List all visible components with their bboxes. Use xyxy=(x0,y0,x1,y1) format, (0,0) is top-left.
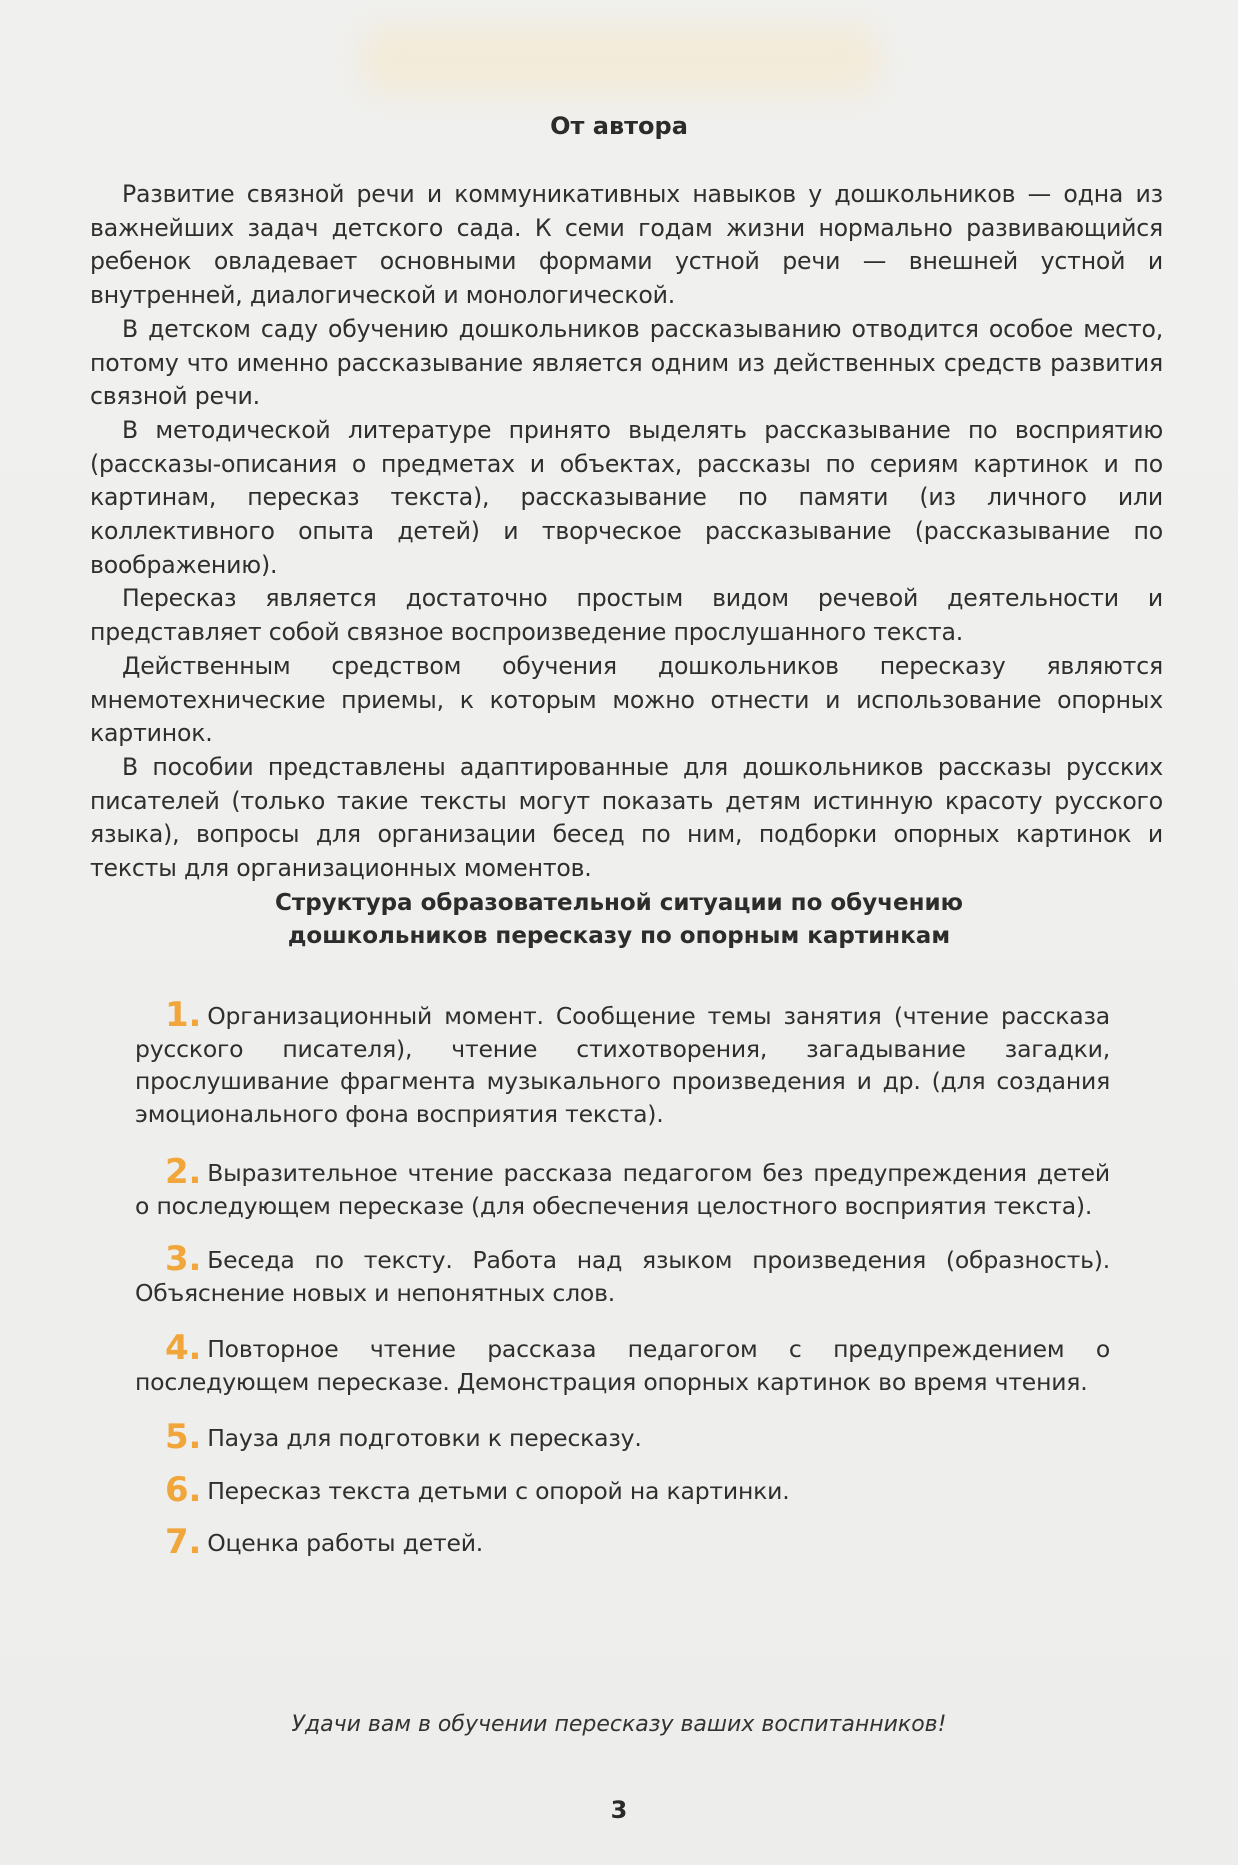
step-number: 3. xyxy=(165,1239,202,1279)
steps-list xyxy=(135,995,1110,1562)
step-item xyxy=(135,1522,1110,1562)
step-number: 1. xyxy=(165,995,202,1035)
intro-paragraph: Развитие связной речи и коммуникативных навыков у дошкольников — одна из важнейших задач детского сада. К семи годам жизни нормально развивающийся ребенок овладевает основными формами устной речи — внешней устной и внутренней, диалогической и монологической. xyxy=(90,180,1163,310)
page-title: От автора xyxy=(550,112,688,140)
step-text: Повторное чтение рассказа педагогом с предупреждением о последующем пересказе. Демонстрация опорных картинок во время чтения. xyxy=(135,1335,1110,1396)
step-text: Пересказ текста детьми с опорой на картинки. xyxy=(207,1476,790,1505)
step-item xyxy=(135,1328,1110,1398)
step-number: 4. xyxy=(165,1328,202,1368)
intro-paragraph: Пересказ является достаточно простым видом речевой деятельности и представляет собой связное воспроизведение прослушанного текста. xyxy=(90,584,1163,647)
step-item xyxy=(135,1152,1110,1222)
step-item xyxy=(135,1469,1110,1510)
step-item xyxy=(135,995,1110,1130)
step-number: 5. xyxy=(165,1417,202,1457)
step-number: 7. xyxy=(165,1522,202,1562)
section-title-line-1: Структура образовательной ситуации по обучению xyxy=(274,890,963,916)
step-text: Пауза для подготовки к пересказу. xyxy=(207,1424,642,1452)
intro-paragraph: Действенным средством обучения дошкольников пересказу являются мнемотехнические приемы, к которым можно отнести и использование опорных картинок. xyxy=(90,651,1163,748)
print-bleed-through xyxy=(360,25,880,95)
step-number: 2. xyxy=(165,1152,202,1192)
step-item xyxy=(135,1239,1110,1309)
step-text: Беседа по тексту. Работа над языком произведения (образность). Объяснение новых и непонятных слов. xyxy=(135,1246,1110,1307)
page-number: 3 xyxy=(610,1796,628,1824)
step-text: Оценка работы детей. xyxy=(207,1529,484,1557)
section-title-line-2: дошкольников пересказу по опорным картинкам xyxy=(287,923,951,949)
step-number: 6. xyxy=(165,1469,202,1510)
closing-wish: Удачи вам в обучении пересказу ваших воспитанников! xyxy=(291,1712,947,1737)
step-text: Организационный момент. Сообщение темы занятия (чтение рассказа русского писателя), чтение стихотворения, загадывание загадки, прослушивание фрагмента музыкального произведения и др. (для создания эмоционального фона восприятия текста). xyxy=(135,1002,1110,1128)
intro-paragraph: В методической литературе принято выделять рассказывание по восприятию (рассказы-описания о предметах и объектах, рассказы по сериям картинок и по картинам, пересказ текста), рассказывание по памяти (из личного или коллективного опыта детей) и творческое рассказывание (рассказывание по воображению). xyxy=(90,415,1163,579)
step-text: Выразительное чтение рассказа педагогом без предупреждения детей о последующем пересказе (для обеспечения целостного восприятия текста). xyxy=(135,1159,1110,1220)
intro-paragraph: В детском саду обучению дошкольников рассказыванию отводится особое место, потому что именно рассказывание является одним из действенных средств развития связной речи. xyxy=(90,314,1163,411)
intro-text xyxy=(90,178,1163,886)
step-item xyxy=(135,1417,1110,1457)
intro-paragraph: В пособии представлены адаптированные для дошкольников рассказы русских писателей (только такие тексты могут показать детям истинную красоту русского языка), вопросы для организации бесед по ним, подборки опорных картинок и тексты для организационных моментов. xyxy=(90,752,1163,883)
section-title xyxy=(0,887,1238,953)
